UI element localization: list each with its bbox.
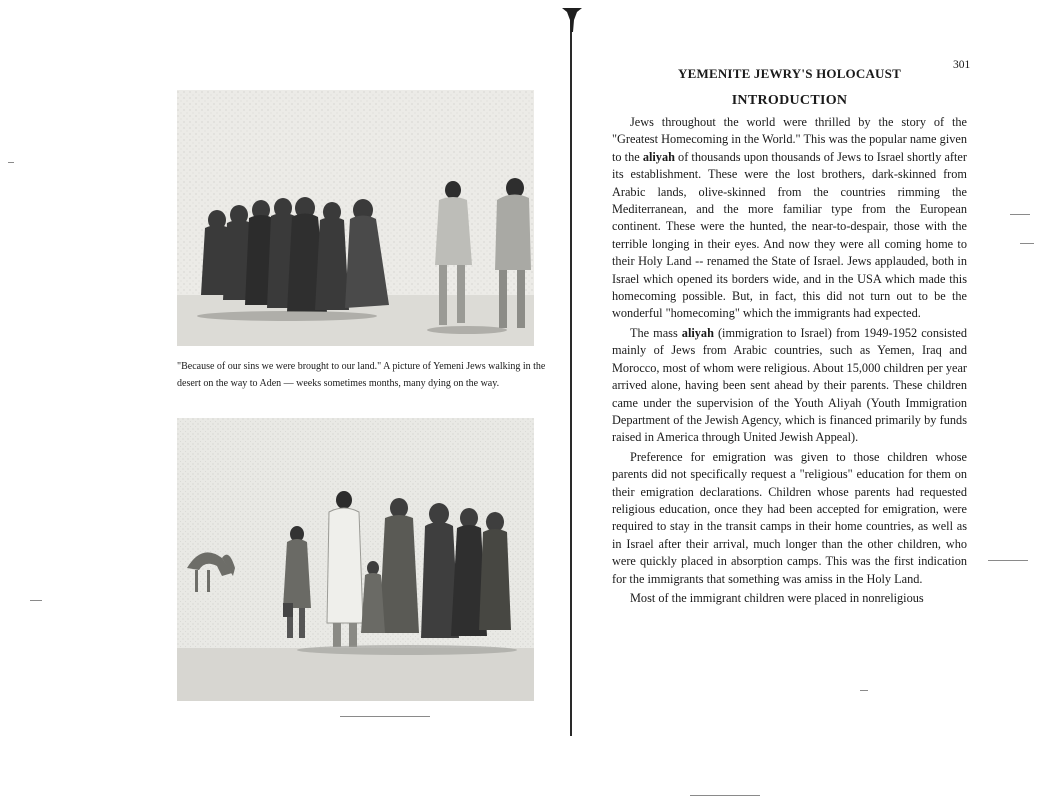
page-number: 301 [953,59,971,71]
scan-speck [340,716,430,717]
emphasis-term: aliyah [681,325,714,340]
paragraph: Preference for emigration was given to those children whose parents did not specifically request a "religious" education for them on their emigration declarations. Children whose parents had requested religious education, once they had been accepted for emigration, were required to stay in the transit camps in their home countries, as well as in Israel after their arrival, much longer than the other children, who were quickly placed in absorption camps. This was the first indication for the immigrants that something was amiss in the Holy Land. [612,449,967,586]
section-title: INTRODUCTION [731,93,848,108]
scan-speck [988,560,1028,561]
paragraph-text: of thousands upon thousands of Jews to Israel shortly after its establishment. These were the lost brothers, dark-skinned from Arabic lands, olive-skinned from the countries rimming the Mediterranean, and the more familiar type from the European continent. These were the hunted, the near-to-despair, those with the terrible longing in their eyes. And now they were all coming home to their Holy Land -- renamed the State of Israel. Jews applauded, both in Israel which opened its borders wide, and in the USA which made this homecoming possible. But, in fact, this did not turn out to be the wonderful "homecoming" which the immigrants had expected. [612,149,967,321]
photo-caption: "Because of our sins we were brought to our land." A picture of Yemeni Jews walking in the desert on the way to Aden — weeks sometimes months, many dying on the way. [177,361,546,389]
paragraph: Most of the immigrant children were placed in nonreligious [630,590,924,605]
scan-speck [1010,214,1030,215]
scan-speck [690,795,760,796]
emphasis-term: aliyah [642,149,675,164]
paragraph-text: (immigration to Israel) from 1949-1952 consisted mainly of Jews from Arabic countries, such as Yemen, Iraq and Morocco, most of whom were religious. About 15,000 children per year arrived alone, having been sent ahead by their parents. These children came under the supervision of the Youth Aliyah (Youth Immigration Department of the Jewish Agency, which is financed primarily by funds raised in America through United Jewish Appeal). [612,325,967,445]
paragraph-text: Jews throughout the world were thrilled by the story of the "Greatest Homecoming in the World." This was the popular name given to the [612,115,967,164]
paragraph [612,325,967,447]
gutter-ink-mark [560,6,584,32]
paragraph [612,114,967,323]
body-text [612,114,967,607]
running-head: YEMENITE JEWRY'S HOLOCAUST [678,66,901,81]
photo-yemeni-jews-walking [177,90,534,346]
paragraph-text: The mass [630,325,682,340]
book-gutter [570,8,572,736]
scan-speck [8,162,14,163]
scan-speck [860,690,868,691]
scan-speck [30,600,42,601]
photo-family-with-camel [177,418,534,701]
scan-speck [1020,243,1034,244]
